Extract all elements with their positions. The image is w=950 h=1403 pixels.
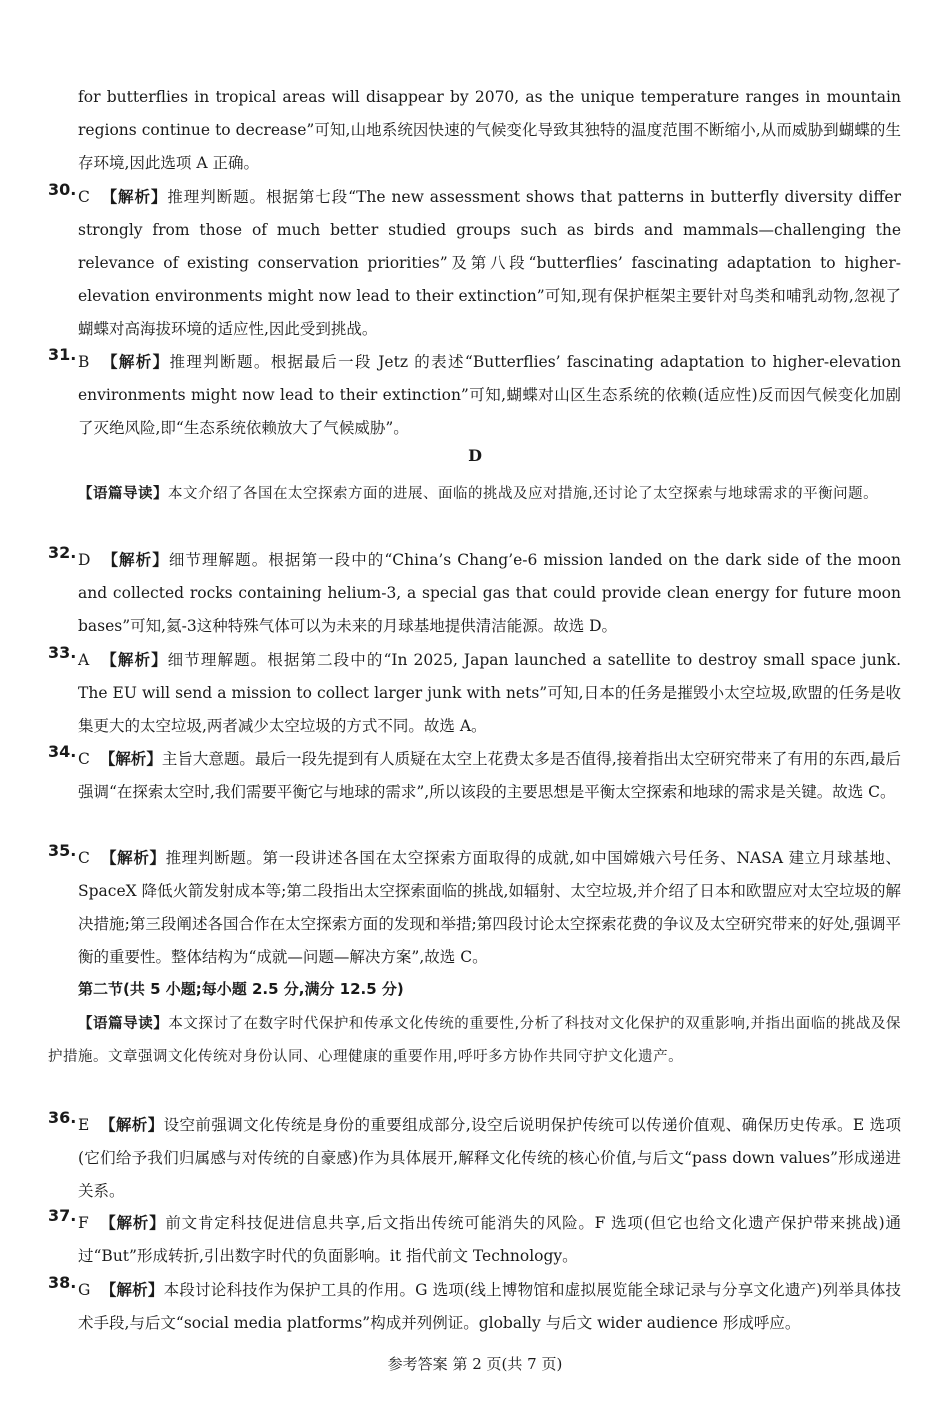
guide-section-two: 【语篇导读】本文探讨了在数字时代保护和传承文化传统的重要性,分析了科技对文化保护的双重影响,并指出面临的挑战及保护措施。文章强调文化传统对身份认同、心理健康的重要作用,呼吁多方协作共同守护文化遗产。	[48, 1016, 902, 1065]
question-37-explanation: F 【解析】前文肯定科技促进信息共享,后文指出传统可能消失的风险。F 选项(但它也给文化遗产保护带来挑战)通过“But”形成转折,引出数字时代的负面影响。it 指代前文 Technology。	[78, 1213, 901, 1265]
question-34-number: 34.	[48, 742, 77, 761]
section-two-title: 第二节(共 5 小题;每小题 2.5 分,满分 12.5 分)	[78, 980, 404, 998]
question-34-explanation: C 【解析】主旨大意题。最后一段先提到有人质疑在太空上花费太多是否值得,接着指出太空研究带来了有用的东西,最后强调“在探索太空时,我们需要平衡它与地球的需求”,所以该段的主要思想是平衡太空探索和地球的需求是关键。故选 C。	[78, 749, 901, 801]
question-38-explanation: G 【解析】本段讨论科技作为保护工具的作用。G 选项(线上博物馆和虚拟展览能全球记录与分享文化遗产)列举具体技术手段,与后文“social media platforms”构成并列例证。globally 与后文 wider audience 形成呼应。	[78, 1280, 901, 1332]
question-31-number: 31.	[48, 345, 77, 364]
question-30-number: 30.	[48, 180, 77, 199]
question-32-number: 32.	[48, 543, 77, 562]
continued-paragraph: for butterflies in tropical areas will disappear by 2070, as the unique temperature ranges in mountain regions continue to decrease”可知,山地系统因快速的气候变化导致其独特的温度范围不断缩小,从而威胁到蝴蝶的生存环境,因此选项 A 正确。	[78, 88, 901, 172]
question-30-explanation: C 【解析】推理判断题。根据第七段“The new assessment shows that patterns in butterfly diversity differ strongly from those of much better studied groups such as birds and mammals—challenging the relevance of existing conservation priorities”及第八段“butterflies’ fascinating adaptation to higher-elevation environments might now lead to their extinction”可知,现有保护框架主要针对鸟类和哺乳动物,忽视了蝴蝶对高海拔环境的适应性,因此受到挑战。	[78, 187, 901, 338]
question-33-number: 33.	[48, 643, 77, 662]
question-33-explanation: A 【解析】细节理解题。根据第二段中的“In 2025, Japan launched a satellite to destroy small space junk. The EU will send a mission to collect larger junk with nets”可知,日本的任务是摧毁小太空垃圾,欧盟的任务是收集更大的太空垃圾,两者减少太空垃圾的方式不同。故选 A。	[78, 650, 901, 735]
question-37-number: 37.	[48, 1206, 77, 1225]
page-footer: 参考答案 第 2 页(共 7 页)	[387, 1355, 563, 1373]
question-35-number: 35.	[48, 841, 77, 860]
question-32-explanation: D 【解析】细节理解题。根据第一段中的“China’s Chang’e-6 mission landed on the dark side of the moon and collected rocks containing helium-3, a special gas that could provide clean energy for future moon bases”可知,氦-3这种特殊气体可以为未来的月球基地提供清洁能源。故选 D。	[78, 550, 901, 635]
question-36-explanation: E 【解析】设空前强调文化传统是身份的重要组成部分,设空后说明保护传统可以传递价值观、确保历史传承。E 选项(它们给予我们归属感与对传统的自豪感)作为具体展开,解释文化传统的核心价值,与后文“pass down values”形成递进关系。	[78, 1115, 901, 1200]
question-36-number: 36.	[48, 1108, 77, 1127]
guide-d: 【语篇导读】本文介绍了各国在太空探索方面的进展、面临的挑战及应对措施,还讨论了太空探索与地球需求的平衡问题。	[78, 486, 879, 502]
question-31-explanation: B 【解析】推理判断题。根据最后一段 Jetz 的表述“Butterflies’ fascinating adaptation to higher-elevation environments might now lead to their extinction”可知,蝴蝶对山区生态系统的依赖(适应性)反而因气候变化加剧了灭绝风险,即“生态系统依赖放大了气候威胁”。	[78, 352, 901, 437]
question-35-explanation: C 【解析】推理判断题。第一段讲述各国在太空探索方面取得的成就,如中国嫦娥六号任务、NASA 建立月球基地、SpaceX 降低火箭发射成本等;第二段指出太空探索面临的挑战,如辐射、太空垃圾,并介绍了日本和欧盟应对太空垃圾的解决措施;第三段阐述各国合作在太空探索方面的发现和举措;第四段讨论太空探索花费的争议及太空研究带来的好处,强调平衡的重要性。整体结构为“成就—问题—解决方案”,故选 C。	[78, 848, 901, 966]
question-38-number: 38.	[48, 1273, 77, 1292]
section-d-heading: D	[468, 446, 482, 465]
